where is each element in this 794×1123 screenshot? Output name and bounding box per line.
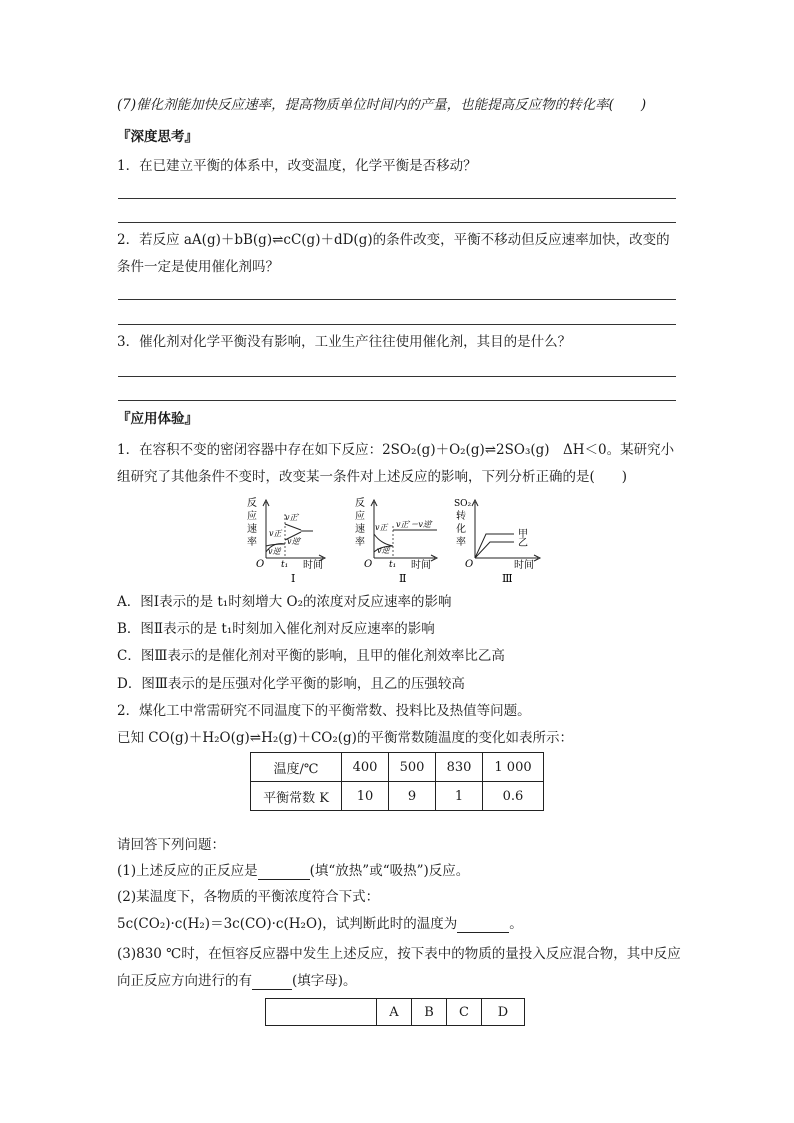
option-b[interactable]: B．图Ⅱ表示的是 t₁时刻加入催化剂对反应速率的影响 xyxy=(117,621,435,637)
answer-line[interactable] xyxy=(118,324,676,325)
svg-text:应: 应 xyxy=(355,511,365,522)
curve-label-yi: 乙 xyxy=(518,538,528,549)
t1-label: t₁ xyxy=(389,560,397,570)
x-label: 时间 xyxy=(514,560,534,571)
table-cell xyxy=(266,999,377,1026)
curve-label: v正′ xyxy=(285,513,300,522)
subquestion-1 xyxy=(117,862,469,880)
table-row xyxy=(251,753,544,782)
graph-2 xyxy=(351,496,451,586)
origin-label: O xyxy=(465,559,474,570)
problem-1-line2: 组研究了其他条件不变时，改变某一条件对上述反应的影响，下列分析正确的是( ) xyxy=(117,469,628,485)
fill-blank[interactable] xyxy=(457,918,509,933)
table-row xyxy=(251,782,544,811)
curve-label-jia: 甲 xyxy=(518,529,528,540)
origin-label: O xyxy=(256,559,265,570)
table-cell: 10 xyxy=(342,782,389,811)
svg-text:转: 转 xyxy=(456,511,466,522)
table-cell: 0.6 xyxy=(483,782,544,811)
question-3: 3．催化剂对化学平衡没有影响，工业生产往往使用催化剂，其目的是什么？ xyxy=(117,334,572,350)
table-header-cell: B xyxy=(412,999,447,1026)
section-deep-thinking: 『深度思考』 xyxy=(117,129,198,145)
option-d[interactable]: D．图Ⅲ表示的是压强对化学平衡的影响，且乙的压强较高 xyxy=(117,676,465,692)
subquestion-2-text: 5c(CO₂)·c(H₂)＝3c(CO)·c(H₂O)，试判断此时的温度为 xyxy=(117,916,458,932)
problem-2-line1: 2．煤化工中常需研究不同温度下的平衡常数、投料比及热值等问题。 xyxy=(117,703,531,719)
subquestion-3-line1: (3)830 ℃时，在恒容反应器中发生上述反应，按下表中的物质的量投入反应混合物，其中反应 xyxy=(117,946,681,962)
option-c[interactable]: C．图Ⅲ表示的是催化剂对平衡的影响，且甲的催化剂效率比乙高 xyxy=(117,648,505,664)
graph-caption: Ⅱ xyxy=(399,572,407,585)
answer-line[interactable] xyxy=(118,222,676,223)
t1-label: t₁ xyxy=(281,560,289,570)
table-header-cell: A xyxy=(377,999,412,1026)
answer-line[interactable] xyxy=(118,198,676,199)
graph-3 xyxy=(452,496,552,586)
table-cell: 500 xyxy=(389,753,436,782)
table-header-cell: D xyxy=(482,999,525,1026)
question-2-line2: 条件一定是使用催化剂吗？ xyxy=(117,259,279,275)
answer-line[interactable] xyxy=(118,376,676,377)
subquestion-2-line2 xyxy=(117,915,523,933)
question-1: 1．在已建立平衡的体系中，改变温度，化学平衡是否移动？ xyxy=(117,158,477,174)
problem-1-line1: 1．在容积不变的密闭容器中存在如下反应：2SO₂(g)＋O₂(g)⇌2SO₃(g) ΔH＜0。某研究小 xyxy=(117,442,675,458)
graph-3-y-label xyxy=(454,499,472,548)
fill-blank[interactable] xyxy=(252,975,292,990)
curve-label: v正 xyxy=(375,523,388,532)
graph-1-y-label xyxy=(247,496,257,548)
table-cell: 830 xyxy=(436,753,483,782)
svg-text:SO₂: SO₂ xyxy=(454,499,472,509)
table-header-cell: 平衡常数 K xyxy=(251,782,342,811)
table-header-cell: C xyxy=(447,999,482,1026)
svg-text:化: 化 xyxy=(456,524,466,535)
x-label: 时间 xyxy=(411,560,431,571)
svg-text:率: 率 xyxy=(355,537,365,548)
svg-text:率: 率 xyxy=(456,537,466,548)
ask-line: 请回答下列问题： xyxy=(117,837,225,853)
table-row xyxy=(266,999,525,1026)
table-cell: 1 xyxy=(436,782,483,811)
answer-line[interactable] xyxy=(118,400,676,401)
subquestion-2-tail: 。 xyxy=(509,916,523,932)
subquestion-1-tail: (填“放热”或“吸热”)反应。 xyxy=(309,863,470,879)
svg-text:速: 速 xyxy=(355,524,365,535)
subquestion-3-line2 xyxy=(117,972,357,990)
subquestion-1-text: (1)上述反应的正反应是 xyxy=(117,863,258,879)
table-cell: 9 xyxy=(389,782,436,811)
x-label: 时间 xyxy=(303,560,323,571)
subquestion-3-text: 向正反应方向进行的有 xyxy=(117,973,252,989)
svg-text:反: 反 xyxy=(355,498,365,509)
table-header-cell: 温度/℃ xyxy=(251,753,342,782)
graph-caption: Ⅰ xyxy=(291,572,296,585)
amounts-table xyxy=(265,998,525,1026)
graph-caption: Ⅲ xyxy=(502,572,513,585)
fill-blank[interactable] xyxy=(258,865,310,880)
section-application: 『应用体验』 xyxy=(117,411,198,427)
curve-label: v正 xyxy=(269,529,282,538)
table-cell: 400 xyxy=(342,753,389,782)
svg-text:反: 反 xyxy=(247,498,257,509)
answer-line[interactable] xyxy=(118,299,676,300)
equilibrium-constant-table xyxy=(250,752,544,811)
origin-label: O xyxy=(364,559,373,570)
curve-label: v正′＝v逆′ xyxy=(396,520,433,529)
svg-text:速: 速 xyxy=(247,524,257,535)
curve-label: v逆 xyxy=(268,547,281,556)
subquestion-2-line1: (2)某温度下，各物质的平衡浓度符合下式： xyxy=(117,889,380,905)
graph-1 xyxy=(243,496,343,586)
svg-text:应: 应 xyxy=(247,511,257,522)
option-a[interactable]: A．图Ⅰ表示的是 t₁时刻增大 O₂的浓度对反应速率的影响 xyxy=(117,594,452,610)
item-7: (7)催化剂能加快反应速率，提高物质单位时间内的产量，也能提高反应物的转化率( ) xyxy=(117,97,647,113)
curve-label: v逆 xyxy=(377,546,390,555)
problem-2-line2: 已知 CO(g)＋H₂O(g)⇌H₂(g)＋CO₂(g)的平衡常数随温度的变化如表所示： xyxy=(117,730,573,746)
graph-2-y-label xyxy=(355,496,365,548)
svg-text:率: 率 xyxy=(247,537,257,548)
question-2-line1: 2．若反应 aA(g)＋bB(g)⇌cC(g)＋dD(g)的条件改变，平衡不移动但反应速率加快，改变的 xyxy=(117,232,670,248)
curve-label: v逆′ xyxy=(287,537,302,546)
table-cell: 1 000 xyxy=(483,753,544,782)
subquestion-3-tail: (填字母)。 xyxy=(292,973,357,989)
